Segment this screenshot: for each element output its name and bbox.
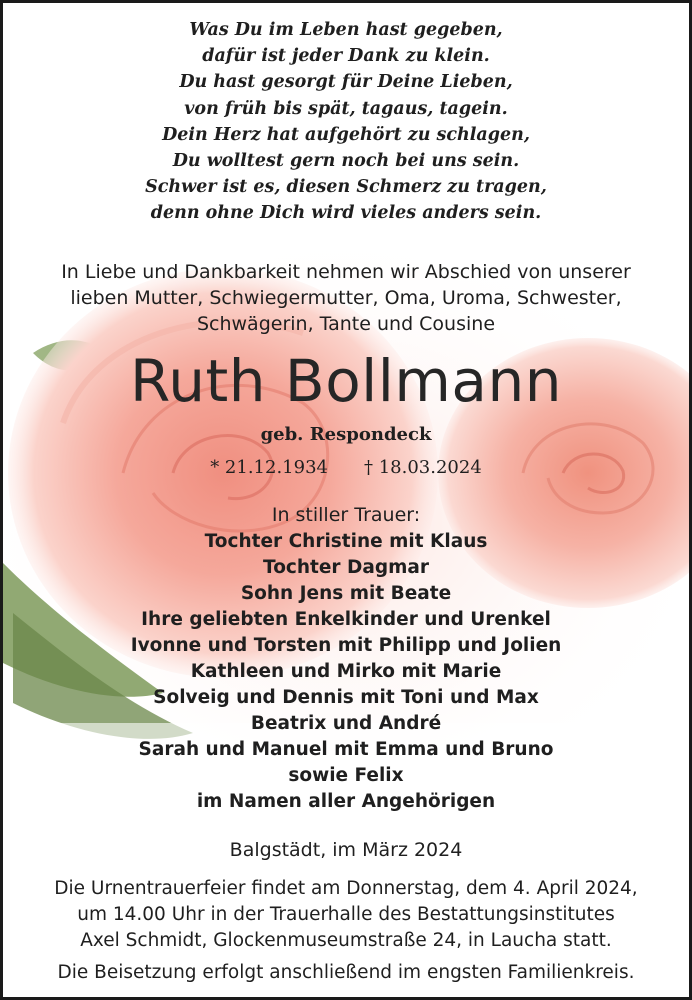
obituary-content xyxy=(3,3,689,997)
maiden-name: geb. Respondeck xyxy=(260,424,432,445)
intro-line: Schwägerin, Tante und Cousine xyxy=(196,313,496,335)
poem-line: denn ohne Dich wird vieles anders sein. xyxy=(150,203,542,224)
poem-line: Du hast gesorgt für Deine Lieben, xyxy=(179,72,513,93)
mourners-list xyxy=(3,529,689,815)
poem-line: Schwer ist es, diesen Schmerz zu tragen, xyxy=(145,177,547,198)
mourner-line: Ivonne und Torsten mit Philipp und Jolien xyxy=(130,635,562,656)
funeral-line: Die Urnentrauerfeier findet am Donnerstag, dem 4. April 2024, xyxy=(54,878,638,899)
birth-date: * 21.12.1934 xyxy=(210,457,328,478)
death-date: † 18.03.2024 xyxy=(364,457,482,478)
place-and-date: Balgstädt, im März 2024 xyxy=(229,839,463,861)
mourner-line: Sarah und Manuel mit Emma und Bruno xyxy=(138,739,554,760)
mourning-heading: In stiller Trauer: xyxy=(271,504,421,526)
mourner-line: Sohn Jens mit Beate xyxy=(240,583,452,604)
poem-line: Du wolltest gern noch bei uns sein. xyxy=(172,151,520,172)
memorial-poem xyxy=(3,17,689,227)
funeral-info xyxy=(3,876,689,954)
intro-line: lieben Mutter, Schwiegermutter, Oma, Uroma, Schwester, xyxy=(70,287,622,309)
funeral-line: Axel Schmidt, Glockenmuseumstraße 24, in Laucha statt. xyxy=(80,930,612,951)
poem-line: Was Du im Leben hast gegeben, xyxy=(189,20,503,40)
mourner-line: Ihre geliebten Enkelkinder und Urenkel xyxy=(141,609,551,630)
poem-line: von früh bis spät, tagaus, tagein. xyxy=(184,98,508,119)
mourner-line: im Namen aller Angehörigen xyxy=(196,791,496,812)
burial-note: Die Beisetzung erfolgt anschließend im engsten Familienkreis. xyxy=(57,962,635,983)
intro-line: In Liebe und Dankbarkeit nehmen wir Abschied von unserer xyxy=(61,261,631,283)
mourner-line: Tochter Christine mit Klaus xyxy=(204,531,488,552)
mourner-line: Beatrix und André xyxy=(250,713,442,734)
mourner-line: Solveig und Dennis mit Toni und Max xyxy=(153,687,539,708)
funeral-line: um 14.00 Uhr in der Trauerhalle des Bestattungsinstitutes xyxy=(77,904,615,925)
life-dates xyxy=(3,456,689,480)
deceased-name: Ruth Bollmann xyxy=(130,347,562,415)
poem-line: dafür ist jeder Dank zu klein. xyxy=(202,46,490,67)
mourner-line: Tochter Dagmar xyxy=(263,557,429,578)
poem-line: Dein Herz hat aufgehört zu schlagen, xyxy=(162,124,530,145)
farewell-intro xyxy=(3,259,689,337)
mourner-line: Kathleen und Mirko mit Marie xyxy=(190,661,502,682)
mourner-line: sowie Felix xyxy=(288,765,404,786)
